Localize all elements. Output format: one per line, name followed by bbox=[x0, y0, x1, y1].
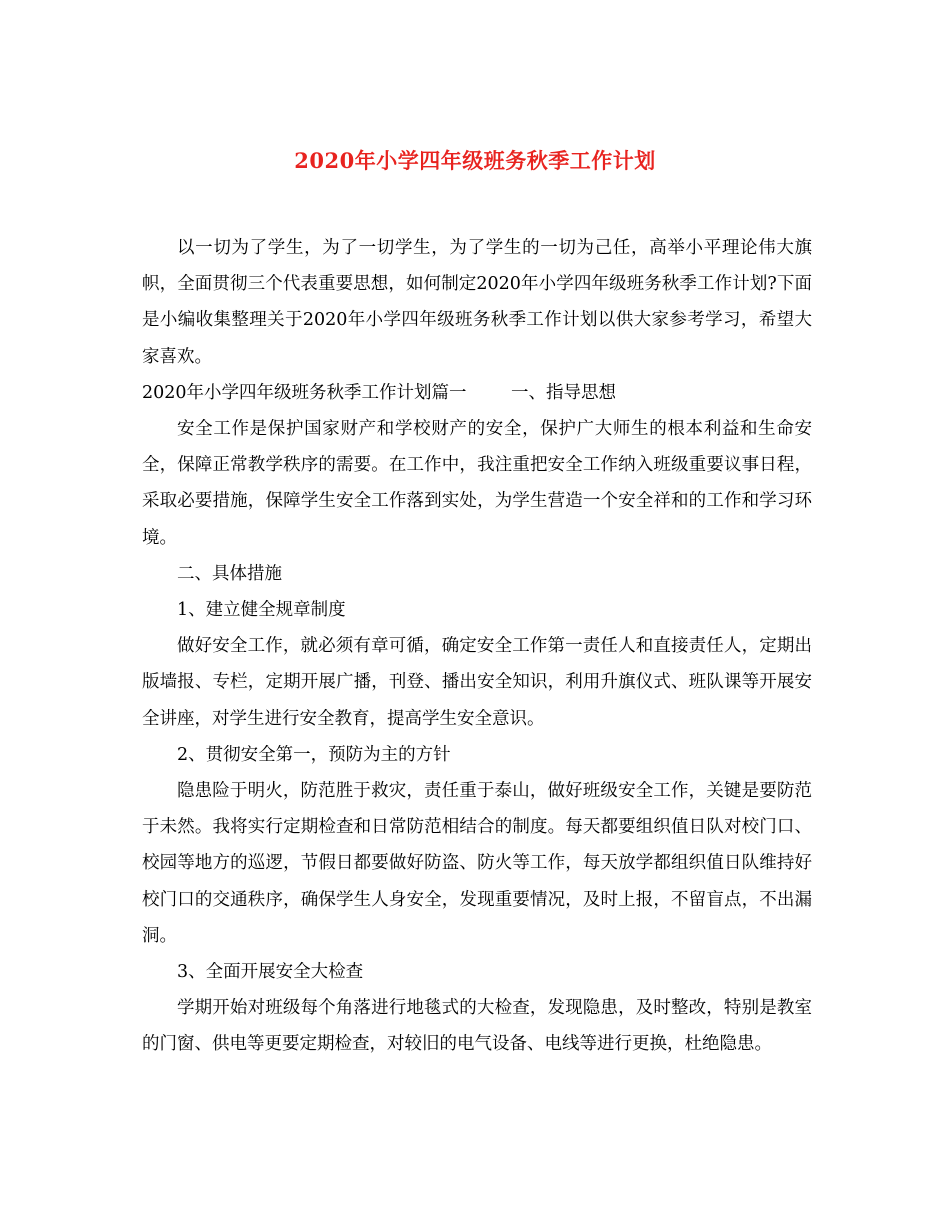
intro-paragraph: 以一切为了学生，为了一切学生，为了学生的一切为己任，高举小平理论伟大旗帜，全面贯彻三个代表重要思想，如何制定2020年小学四年级班务秋季工作计划?下面是小编收集整理关于2020年小学四年级班务秋季工作计划以供大家参考学习，希望大家喜欢。 bbox=[142, 238, 812, 367]
section-heading-guiding-thought: 2020年小学四年级班务秋季工作计划篇一 一、指导思想 bbox=[142, 382, 617, 403]
document-body bbox=[142, 230, 812, 1063]
inspection-paragraph: 学期开始对班级每个角落进行地毯式的大检查，发现隐患，及时整改，特别是教室的门窗、供电等更要定期检查，对较旧的电气设备、电线等进行更换，杜绝隐患。 bbox=[142, 998, 812, 1055]
guiding-thought-paragraph: 安全工作是保护国家财产和学校财产的安全，保护广大师生的根本利益和生命安全，保障正常教学秩序的需要。在工作中，我注重把安全工作纳入班级重要议事日程，采取必要措施，保障学生安全工作落到实处，为学生营造一个安全祥和的工作和学习环境。 bbox=[142, 419, 812, 548]
rules-paragraph: 做好安全工作，就必须有章可循，确定安全工作第一责任人和直接责任人，定期出版墙报、专栏，定期开展广播，刊登、播出安全知识，利用升旗仪式、班队课等开展安全讲座，对学生进行安全教育，提高学生安全意识。 bbox=[142, 636, 812, 729]
subheading-safety-first: 2、贯彻安全第一，预防为主的方针 bbox=[177, 744, 451, 765]
subheading-rules: 1、建立健全规章制度 bbox=[177, 600, 346, 621]
section-heading-measures: 二、具体措施 bbox=[177, 563, 282, 584]
subheading-inspection: 3、全面开展安全大检查 bbox=[177, 962, 364, 983]
document-title: 2020年小学四年级班务秋季工作计划 bbox=[294, 148, 656, 173]
safety-first-paragraph: 隐患险于明火，防范胜于救灾，责任重于泰山，做好班级安全工作，关键是要防范于未然。我将实行定期检查和日常防范相结合的制度。每天都要组织值日队对校门口、校园等地方的巡逻，节假日都要做好防盗、防火等工作，每天放学都组织值日队维持好校门口的交通秩序，确保学生人身安全，发现重要情况，及时上报，不留盲点，不出漏洞。 bbox=[142, 781, 812, 946]
